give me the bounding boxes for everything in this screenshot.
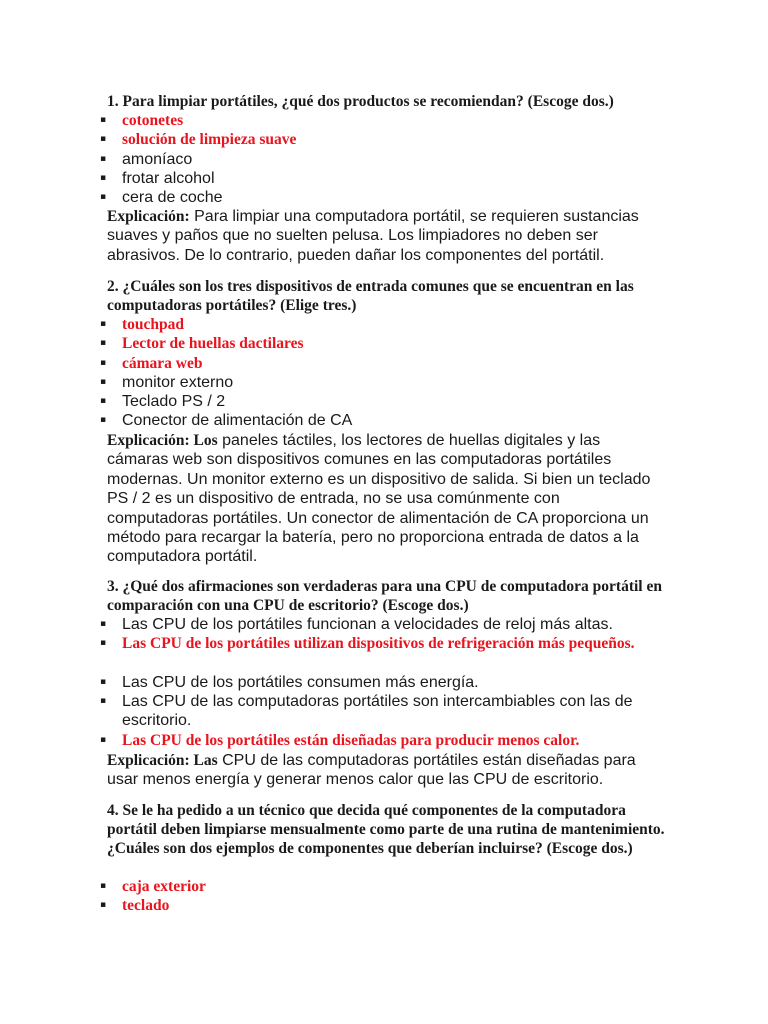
square-bullet-icon: ▪ — [100, 357, 107, 368]
option-q2-3: ▪ cámara web — [100, 354, 203, 372]
option-q1-4: ▪ frotar alcohol — [100, 169, 215, 187]
square-bullet-icon: ▪ — [100, 638, 107, 649]
question-2: 2. ¿Cuáles son los tres dispositivos de entrada comunes que se encuentran en las computadoras portátiles? (Elige tres.) — [107, 278, 634, 314]
square-bullet-icon: ▪ — [100, 396, 107, 407]
options-list-3 — [0, 615, 700, 750]
option-q2-5: ▪ Teclado PS / 2 — [100, 393, 226, 411]
explanation-label: Explicación: Los — [107, 432, 218, 449]
explanation-3: Explicación: Las CPU de las computadoras portátiles están diseñadas para usar menos energía y generar menos calor que las CPU de escritorio. — [107, 752, 636, 789]
option-q3-3: ▪ Las CPU de los portátiles consumen más energía. — [100, 673, 479, 691]
option-q3-1: ▪ Las CPU de los portátiles funcionan a velocidades de reloj más altas. — [100, 616, 613, 633]
option-q4-1: ▪ caja exterior — [100, 878, 206, 895]
options-list-4 — [0, 877, 700, 916]
option-q3-5: ▪ Las CPU de los portátiles están diseñadas para producir menos calor. — [100, 731, 580, 749]
square-bullet-icon: ▪ — [100, 115, 107, 125]
square-bullet-icon: ▪ — [100, 376, 107, 387]
option-q1-2: ▪ solución de limpieza suave — [100, 131, 297, 149]
explanation-label: Explicación: Las — [107, 752, 218, 769]
option-q2-4: ▪ monitor externo — [100, 373, 234, 391]
option-q2-6: ▪ Conector de alimentación de CA — [100, 412, 353, 430]
square-bullet-icon: ▪ — [100, 696, 107, 707]
square-bullet-icon: ▪ — [100, 734, 107, 745]
options-list-2 — [0, 315, 700, 431]
square-bullet-icon: ▪ — [100, 338, 107, 349]
options-list-1 — [0, 111, 700, 207]
option-q2-2: ▪ Lector de huellas dactilares — [100, 335, 304, 353]
option-q1-1: ▪ cotonetes — [100, 112, 184, 129]
question-1: 1. Para limpiar portátiles, ¿qué dos productos se recomiendan? (Escoge dos.) — [107, 93, 614, 110]
explanation-label: Explicación: — [107, 208, 190, 225]
square-bullet-icon: ▪ — [100, 134, 107, 145]
square-bullet-icon: ▪ — [100, 881, 107, 891]
option-q3-2: ▪ Las CPU de los portátiles utilizan dispositivos de refrigeración más pequeños. — [100, 635, 635, 653]
question-4: 4. Se le ha pedido a un técnico que decida qué componentes de la computadora portátil deben limpiarse mensualmente como parte de una rutina de mantenimiento. ¿Cuáles son dos ejemplos de componentes que deberían incluirse? (Escoge dos.) — [107, 802, 665, 857]
question-3: 3. ¿Qué dos afirmaciones son verdaderas para una CPU de computadora portátil en comparación con una CPU de escritorio? (Escoge dos.) — [107, 578, 662, 614]
square-bullet-icon: ▪ — [100, 172, 107, 183]
square-bullet-icon: ▪ — [100, 619, 107, 629]
explanation-2: Explicación: Los paneles táctiles, los lectores de huellas digitales y las cámaras web son dispositivos comunes en las computadoras portátiles modernas. Un monitor externo es un dispositivo de salida. Si bien un teclado PS / 2 es un dispositivo de entrada, no se usa comúnmente con computadoras portátiles. Un conector de alimentación de CA proporciona un método para recargar la batería, pero no proporciona entrada de datos a la computadora portátil. — [107, 432, 651, 566]
option-q2-1: ▪ touchpad — [100, 316, 185, 333]
option-q4-2: ▪ teclado — [100, 897, 170, 915]
explanation-1: Explicación: Para limpiar una computadora portátil, se requieren sustancias suaves y paños que no suelten pelusa. Los limpiadores no deben ser abrasivos. De lo contrario, pueden dañar los componentes del portátil. — [107, 208, 639, 264]
square-bullet-icon: ▪ — [100, 192, 107, 203]
square-bullet-icon: ▪ — [100, 900, 107, 911]
option-q3-4: ▪ Las CPU de las computadoras portátiles son intercambiables con las de escritorio. — [100, 693, 633, 730]
option-q1-5: ▪ cera de coche — [100, 189, 223, 207]
square-bullet-icon: ▪ — [100, 153, 107, 164]
square-bullet-icon: ▪ — [100, 415, 107, 426]
option-q1-3: ▪ amoníaco — [100, 150, 193, 168]
square-bullet-icon: ▪ — [100, 319, 107, 329]
square-bullet-icon: ▪ — [100, 676, 107, 687]
